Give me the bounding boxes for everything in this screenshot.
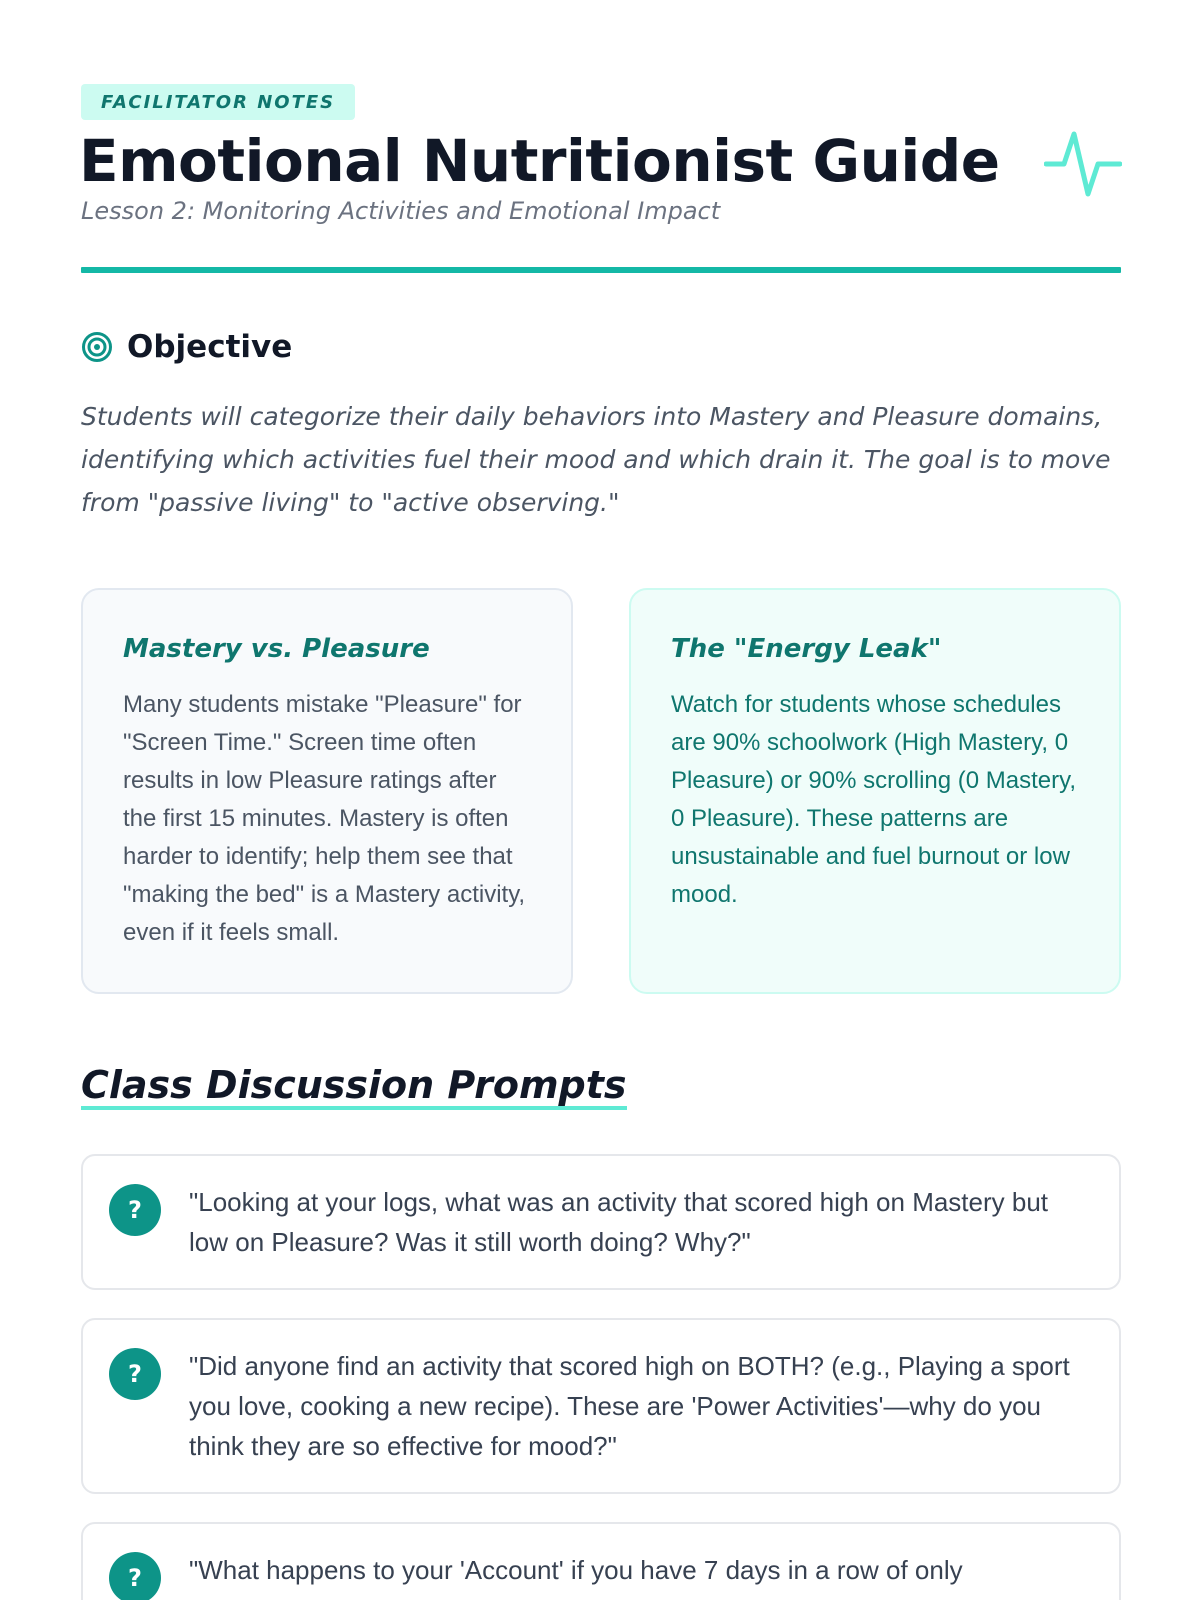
question-icon: ? [109, 1552, 161, 1600]
objective-text: Students will categorize their daily behaviors into Mastery and Pleasure domains, identifying which activities fuel their mood and which drain it. The goal is to move from "passive living" to "active observing." [81, 401, 1111, 517]
question-icon: ? [109, 1348, 161, 1400]
discussion-heading: Class Discussion Prompts [81, 1064, 627, 1110]
card-title: Mastery vs. Pleasure [123, 633, 430, 664]
target-icon [81, 331, 113, 363]
prompt-text: "Did anyone find an activity that scored high on BOTH? (e.g., Playing a sport you love, cooking a new recipe). These are 'Power Activities'—why do you think they are so effective for mood?" [189, 1350, 1070, 1461]
prompt-text: "Looking at your logs, what was an activity that scored high on Mastery but low on Pleasure? Was it still worth doing? Why?" [189, 1186, 1049, 1257]
card-body: Watch for students whose schedules are 90% schoolwork (High Mastery, 0 Pleasure) or 90% scrolling (0 Mastery, 0 Pleasure). These patterns are unsustainable and fuel burnout or low mood. [671, 690, 1077, 908]
prompt-card [81, 1154, 1121, 1290]
discussion-prompts [81, 1154, 1121, 1600]
facilitator-notes-badge: FACILITATOR NOTES [81, 84, 355, 120]
mastery-pleasure-card [81, 588, 573, 994]
energy-leak-card [629, 588, 1121, 994]
prompt-text: "What happens to your 'Account' if you have 7 days in a row of only [189, 1554, 963, 1585]
header-divider [81, 267, 1121, 273]
pulse-icon [1044, 126, 1122, 204]
page-title: Emotional Nutritionist Guide [79, 127, 1000, 195]
lesson-subtitle: Lesson 2: Monitoring Activities and Emotional Impact [81, 196, 721, 225]
question-icon: ? [109, 1184, 161, 1236]
info-cards [81, 588, 1121, 994]
facilitator-guide [81, 84, 1121, 1600]
objective-heading: Objective [127, 328, 293, 365]
prompt-card [81, 1318, 1121, 1494]
prompt-card [81, 1522, 1121, 1600]
card-title: The "Energy Leak" [671, 633, 942, 664]
card-body: Many students mistake "Pleasure" for "Screen Time." Screen time often results in low Pleasure ratings after the first 15 minutes. Mastery is often harder to identify; help them see that "making the bed" is a Mastery activity, even if it feels small. [123, 690, 526, 946]
objective-heading-row [81, 329, 1121, 365]
